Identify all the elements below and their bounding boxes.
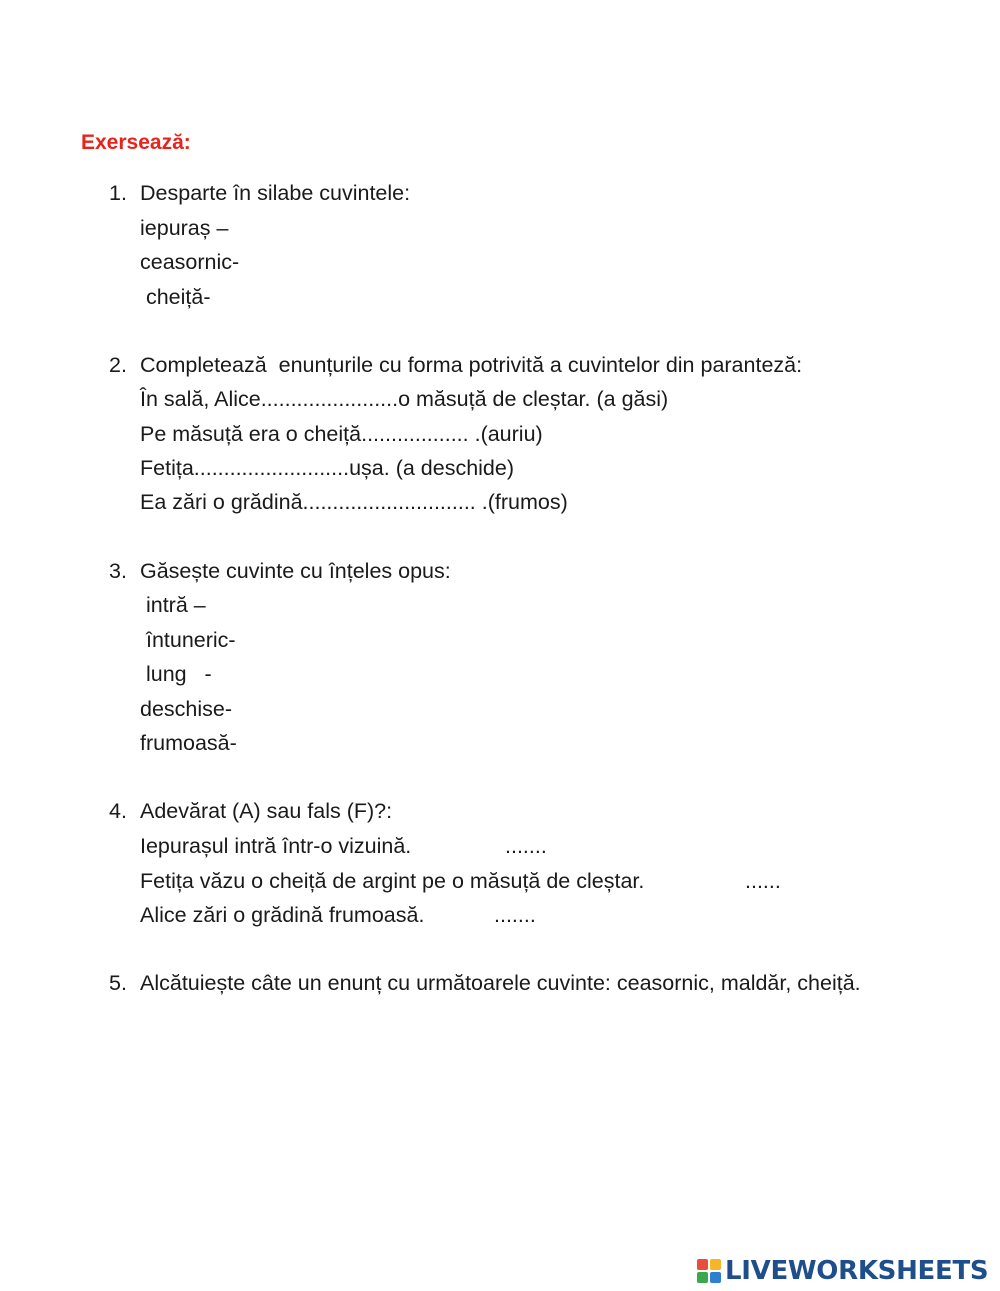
statement-text: Fetița văzu o cheiță de argint pe o măsuță de cleștar. [140, 869, 645, 893]
exercise-title: Adevărat (A) sau fals (F)?: [140, 799, 393, 823]
exercise-line: intră – [140, 593, 206, 617]
exercise-line: deschise- [140, 697, 233, 721]
exercise-number: 2. [109, 353, 127, 377]
answer-blank[interactable]: ....... [494, 903, 536, 927]
exercise-number: 5. [109, 971, 127, 995]
logo-tile [697, 1259, 708, 1270]
exercise-title: Alcătuiește câte un enunț cu următoarele cuvinte: ceasornic, maldăr, cheiță. [140, 971, 861, 995]
liveworksheets-logo-icon [697, 1259, 721, 1283]
logo-text: LIVEWORKSHEETS [725, 1256, 989, 1286]
exercise-line: ceasornic- [140, 250, 240, 274]
exercise-number: 1. [109, 181, 127, 205]
exercise-line: întuneric- [140, 628, 236, 652]
page-heading: Exersează: [81, 131, 191, 154]
logo-tile [697, 1272, 708, 1283]
statement-text: Iepurașul intră într-o vizuină. [140, 834, 412, 858]
exercise-number: 4. [109, 799, 127, 823]
exercise-line: Fetița..........................ușa. (a deschide) [140, 456, 515, 480]
answer-blank[interactable]: ...... [745, 869, 781, 893]
exercise-line: Pe măsuță era o cheiță.................. .(auriu) [140, 422, 543, 446]
exercise-line: lung - [140, 662, 212, 686]
exercise-title: Desparte în silabe cuvintele: [140, 181, 411, 205]
exercise-line: În sală, Alice.......................o măsuță de cleștar. (a găsi) [140, 387, 669, 411]
exercise-number: 3. [109, 559, 127, 583]
exercise-title: Găsește cuvinte cu înțeles opus: [140, 559, 451, 583]
exercise-line: cheiță- [140, 285, 211, 309]
logo-tile [710, 1259, 721, 1270]
exercise-title: Completează enunțurile cu forma potrivită a cuvintelor din paranteză: [140, 353, 803, 377]
exercise-line: iepuraș – [140, 216, 229, 240]
answer-blank[interactable]: ....... [505, 834, 547, 858]
exercise-line: Ea zări o grădină............................. .(frumos) [140, 490, 568, 514]
logo-tile [710, 1272, 721, 1283]
statement-text: Alice zări o grădină frumoasă. [140, 903, 425, 927]
exercise-line: frumoasă- [140, 731, 237, 755]
liveworksheets-logo [697, 1254, 988, 1288]
